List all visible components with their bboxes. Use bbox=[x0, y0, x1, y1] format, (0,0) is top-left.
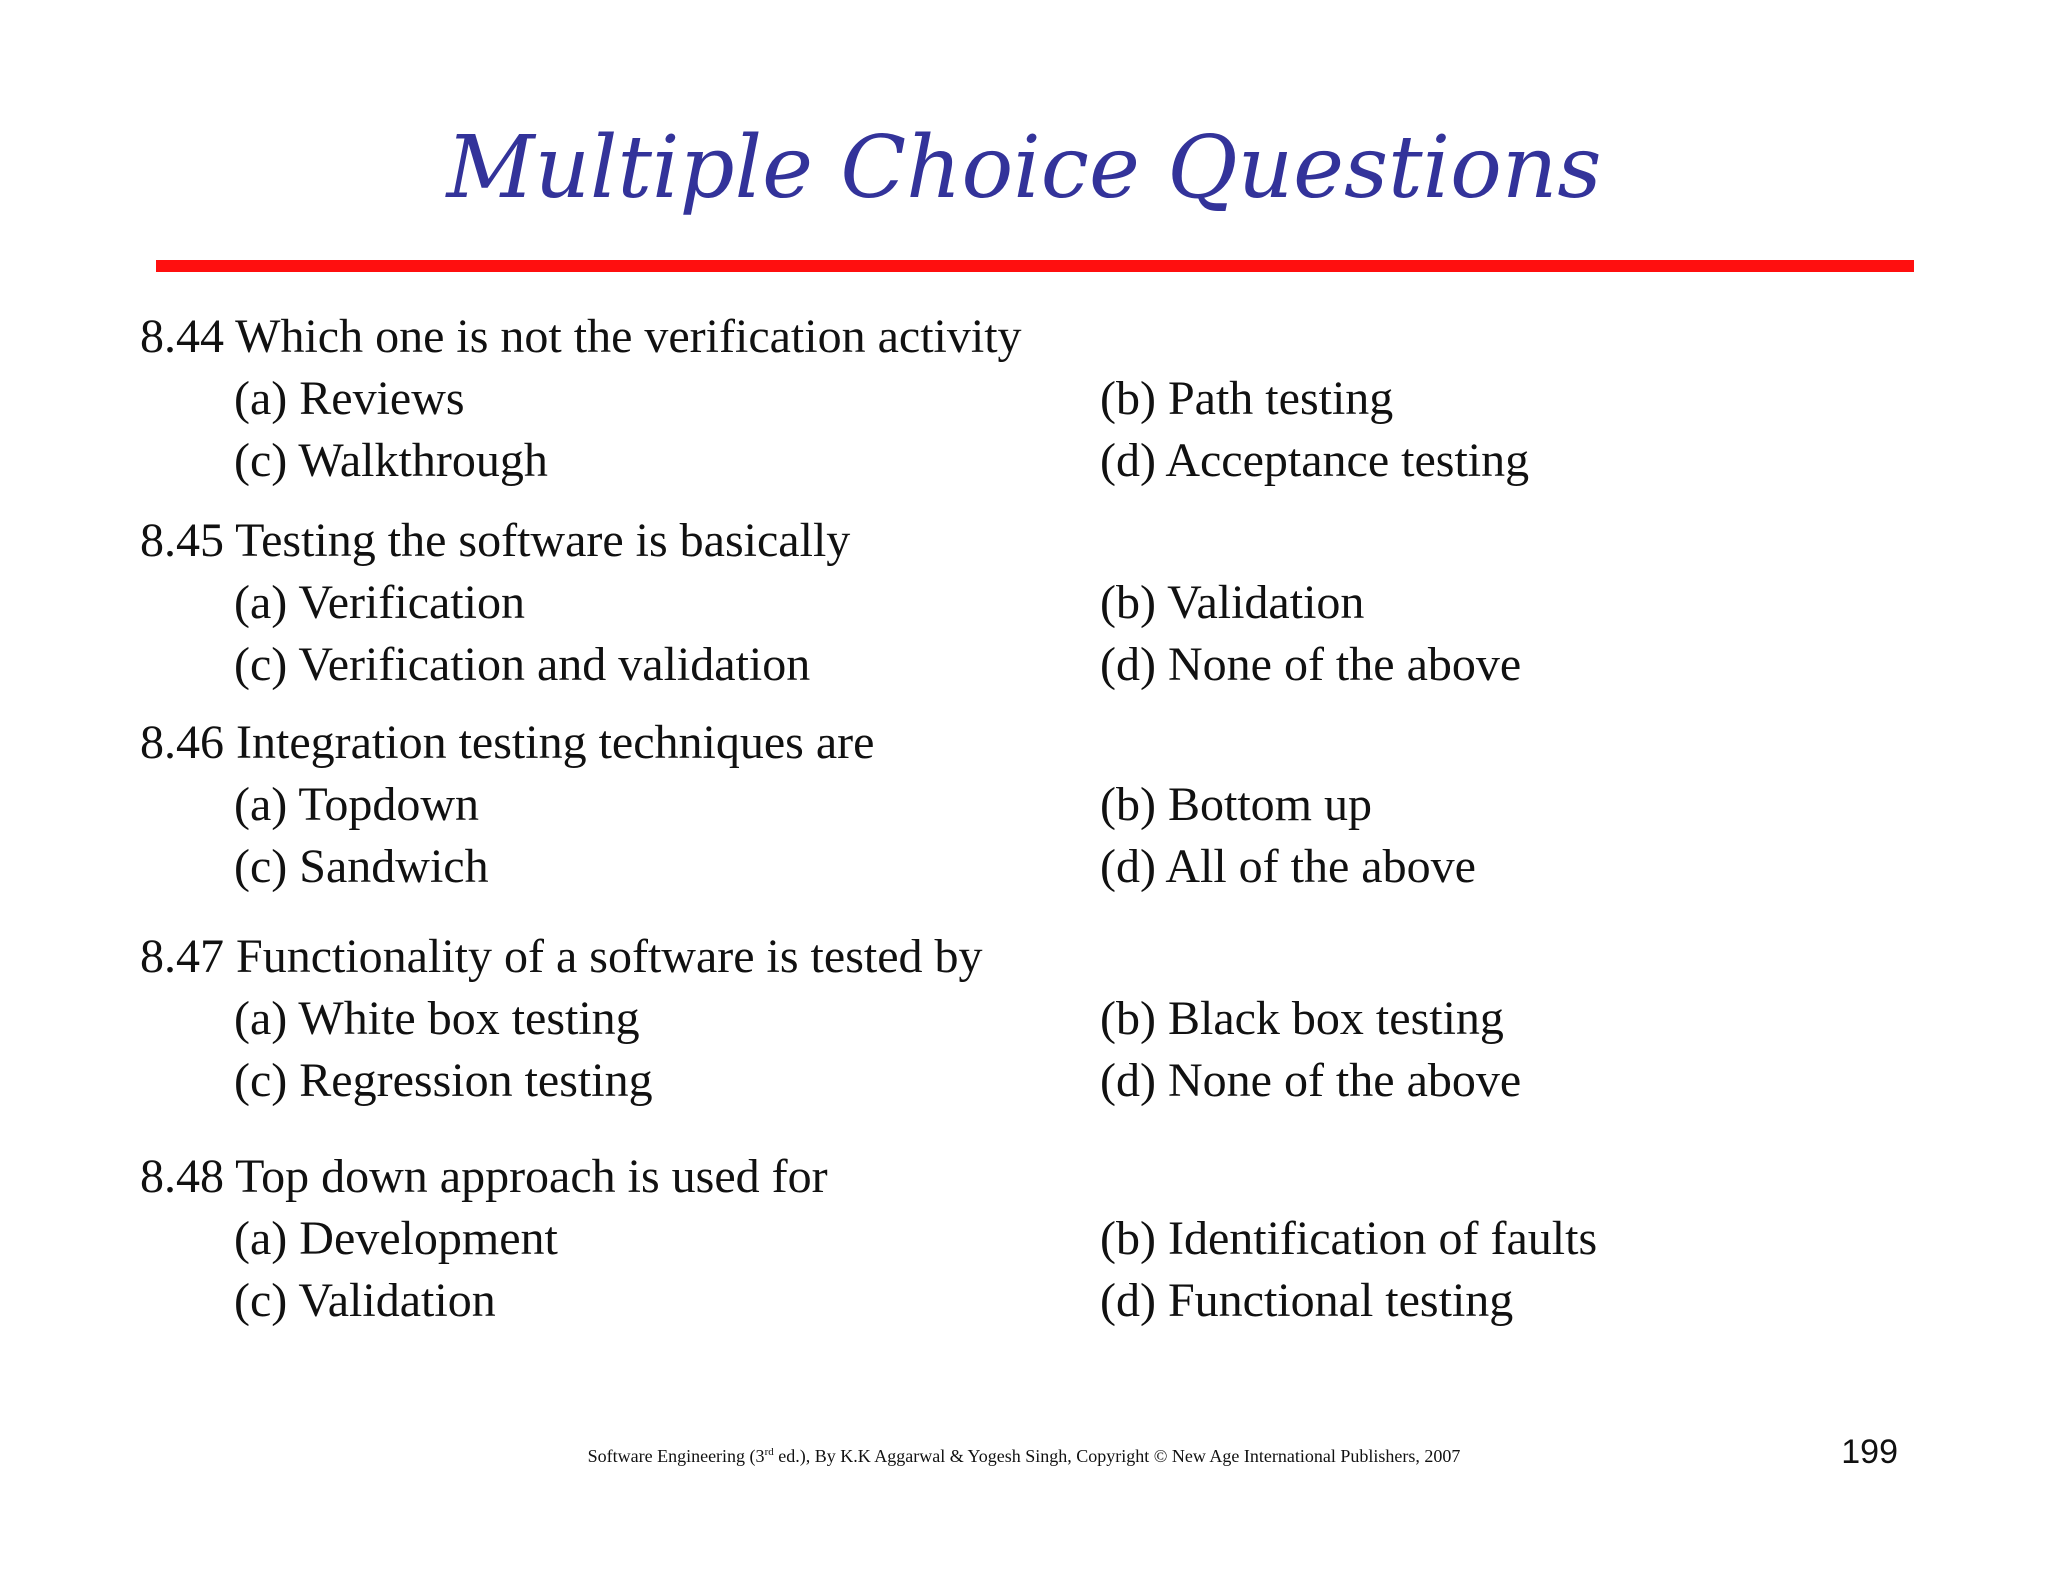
option-a: (a) White box testing bbox=[234, 992, 640, 1045]
question-8-46 bbox=[140, 712, 1960, 898]
option-b: (b) Black box testing bbox=[1100, 992, 1504, 1045]
options-row bbox=[140, 1270, 1960, 1332]
question-stem: 8.48 Top down approach is used for bbox=[140, 1150, 828, 1203]
options-row bbox=[140, 634, 1960, 696]
option-c: (c) Validation bbox=[234, 1274, 496, 1327]
question-stem: 8.46 Integration testing techniques are bbox=[140, 716, 875, 769]
option-d: (d) None of the above bbox=[1100, 1054, 1522, 1107]
option-b: (b) Bottom up bbox=[1100, 778, 1372, 831]
question-stem: 8.45 Testing the software is basically bbox=[140, 514, 851, 567]
footer-citation bbox=[0, 1444, 2048, 1468]
options-row bbox=[140, 572, 1960, 634]
options-row bbox=[140, 1050, 1960, 1112]
option-b: (b) Validation bbox=[1100, 576, 1365, 629]
options-row bbox=[140, 774, 1960, 836]
option-a: (a) Reviews bbox=[234, 372, 465, 425]
page-number: 199 bbox=[1841, 1433, 1898, 1471]
option-c: (c) Verification and validation bbox=[234, 638, 811, 691]
option-b: (b) Identification of faults bbox=[1100, 1212, 1598, 1265]
question-8-44 bbox=[140, 306, 1960, 492]
question-stem: 8.44 Which one is not the verification activity bbox=[140, 310, 1022, 363]
question-8-47 bbox=[140, 926, 1960, 1112]
slide-title: Multiple Choice Questions bbox=[446, 118, 1602, 218]
footer-citation-end: ed.), By K.K Aggarwal & Yogesh Singh, Copyright © New Age International Publishers, 2007 bbox=[773, 1446, 1461, 1466]
option-a: (a) Topdown bbox=[234, 778, 480, 831]
option-c: (c) Sandwich bbox=[234, 840, 489, 893]
options-row bbox=[140, 836, 1960, 898]
option-d: (d) Acceptance testing bbox=[1100, 434, 1530, 487]
question-8-45 bbox=[140, 510, 1960, 696]
option-d: (d) Functional testing bbox=[1100, 1274, 1514, 1327]
option-b: (b) Path testing bbox=[1100, 372, 1394, 425]
question-stem: 8.47 Functionality of a software is tested by bbox=[140, 930, 983, 983]
footer-citation-superscript: rd bbox=[764, 1446, 774, 1458]
question-8-48 bbox=[140, 1146, 1960, 1332]
option-d: (d) All of the above bbox=[1100, 840, 1476, 893]
options-row bbox=[140, 1208, 1960, 1270]
option-c: (c) Regression testing bbox=[234, 1054, 653, 1107]
options-row bbox=[140, 368, 1960, 430]
option-a: (a) Development bbox=[234, 1212, 558, 1265]
option-d: (d) None of the above bbox=[1100, 638, 1522, 691]
option-c: (c) Walkthrough bbox=[234, 434, 548, 487]
options-row bbox=[140, 988, 1960, 1050]
title-underline-rule bbox=[156, 260, 1914, 272]
options-row bbox=[140, 430, 1960, 492]
footer-citation-start: Software Engineering (3 bbox=[587, 1446, 765, 1466]
option-a: (a) Verification bbox=[234, 576, 525, 629]
